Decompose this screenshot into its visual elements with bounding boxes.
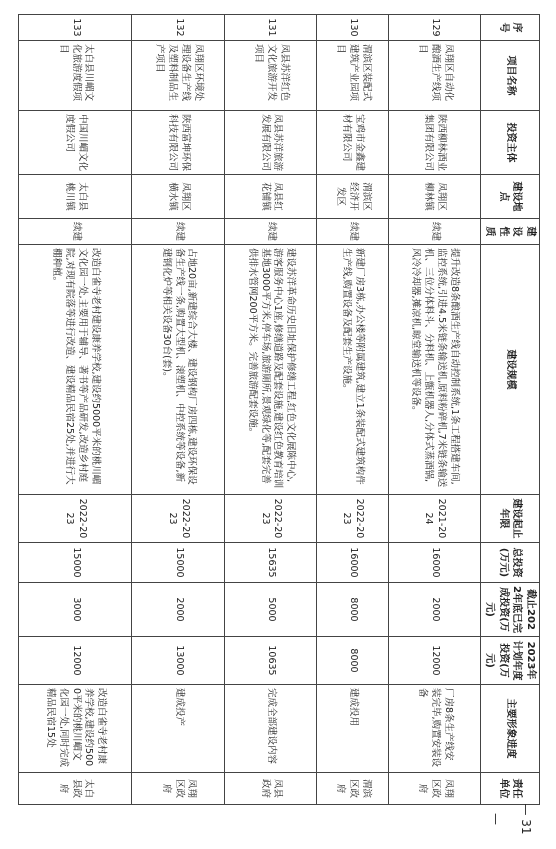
cell-seq: 129	[388, 15, 480, 41]
cell-unit: 凤翔区政府	[388, 773, 480, 805]
cell-completed: 2000	[132, 583, 224, 637]
cell-total: 15000	[19, 543, 132, 583]
cell-plan2023: 8000	[317, 637, 388, 685]
header-completed: 截止2022年底已完成投资(万元)	[481, 583, 540, 637]
cell-plan2023: 12000	[19, 637, 132, 685]
cell-seq: 133	[19, 15, 132, 41]
header-unit: 责任单位	[481, 773, 540, 805]
cell-completed: 5000	[224, 583, 316, 637]
rotated-table-wrapper	[18, 14, 540, 804]
cell-location: 凤翔区横水镇	[132, 175, 224, 219]
cell-total: 15635	[224, 543, 316, 583]
header-period: 建设起止年限	[481, 495, 540, 543]
cell-completed: 3000	[19, 583, 132, 637]
cell-progress: 改造白雀寺老村康养学校,建设约5000平米的桃川嵋文化园一处,同时完成精品民宿15处	[19, 685, 132, 773]
cell-completed: 2000	[388, 583, 480, 637]
header-investor: 投资主体	[481, 111, 540, 175]
cell-scale: 新建厂房3栋,办公楼等附属建筑,建立1条装配式建筑构件生产线,购置设备及配套生产设施。	[317, 245, 388, 495]
table-row	[224, 15, 316, 805]
cell-location: 渭滨区经济开发区	[317, 175, 388, 219]
header-progress: 主要形象进度	[481, 685, 540, 773]
cell-seq: 131	[224, 15, 316, 41]
cell-period: 2022-2023	[317, 495, 388, 543]
cell-unit: 太白县政府	[19, 773, 132, 805]
cell-unit: 凤翔区政府	[132, 773, 224, 805]
cell-period: 2021-2024	[388, 495, 480, 543]
cell-total: 16000	[317, 543, 388, 583]
project-table	[18, 14, 540, 805]
cell-name: 渭滨区装配式建筑产业园项目	[317, 41, 388, 111]
cell-investor: 宝鸡市金鑫建材有限公司	[317, 111, 388, 175]
header-total: 总投资(万元)	[481, 543, 540, 583]
cell-name: 凤翔区自动化酿酒生产线项目	[388, 41, 480, 111]
cell-investor: 中国川嵋文化度假公司	[19, 111, 132, 175]
cell-location: 凤县红花铺镇	[224, 175, 316, 219]
header-location: 建设地点	[481, 175, 540, 219]
header-name: 项目名称	[481, 41, 540, 111]
header-nature: 建设性质	[481, 219, 540, 245]
cell-nature: 续建	[224, 219, 316, 245]
cell-scale: 改造白雀寺老村建设康养学校,建设约5000平米的桃川嵋文化园一处,主要用于辅导、著书等产品研发,改造乡村庭院,对现有院落等进行改造、建设精品民宿25处,并进行大棚种植。	[19, 245, 132, 495]
cell-progress: 建成投用	[317, 685, 388, 773]
cell-name: 太白县川嵋文化旅游度假项目	[19, 41, 132, 111]
cell-location: 太白县桃川镇	[19, 175, 132, 219]
cell-name: 凤翔区环境处理设备生产线及塑料制品生产项目	[132, 41, 224, 111]
cell-seq: 132	[132, 15, 224, 41]
cell-progress: 建成投产	[132, 685, 224, 773]
cell-nature: 续建	[388, 219, 480, 245]
cell-name: 凤县苏洋红色文化旅游开发项目	[224, 41, 316, 111]
cell-nature: 续建	[132, 219, 224, 245]
header-seq: 序号	[481, 15, 540, 41]
table-header-row	[481, 15, 540, 805]
table-row	[388, 15, 480, 805]
cell-seq: 130	[317, 15, 388, 41]
cell-completed: 8000	[317, 583, 388, 637]
cell-total: 15000	[132, 543, 224, 583]
cell-scale: 提升改造8条酿酒生产线自动控制系统,1条工程搭建车间,监控系统,引进4.5米链条输送机,原料粉碎机,7米链条输送机、三位分体料斗、分料机、上甑机器人,分体式蒸酒锅,风冷冷却器,摊凉机,晾堂输送机等设备。	[388, 245, 480, 495]
cell-location: 凤翔区柳林镇	[388, 175, 480, 219]
cell-scale: 建设苏洋革命历史旧址保护修缮工程,红色文化展陈中心,游客服务中心1座,修缮道路及配套设施,建设红色教育培训基地3000平方米,停车场,旅游厕所,景观绿化等,配套完善供排水管网200平方米。完善旅游配套设施。	[224, 245, 316, 495]
header-scale: 建设规模	[481, 245, 540, 495]
cell-investor: 陕西柳林酒业集团有限公司	[388, 111, 480, 175]
cell-progress: 完成全部建设内容	[224, 685, 316, 773]
cell-plan2023: 13000	[132, 637, 224, 685]
cell-unit: 渭滨区政府	[317, 773, 388, 805]
cell-progress: 厂房8条生产线安装完毕,购置安装设备	[388, 685, 480, 773]
cell-plan2023: 10635	[224, 637, 316, 685]
cell-nature: 续建	[317, 219, 388, 245]
cell-unit: 凤县政府	[224, 773, 316, 805]
cell-scale: 占地20亩,新建综合大楼、建设钢构厂房四栋,建设环保设备生产线一条,购置大型机、滚塑机、中控系统等设备,新建钢化炉等相关设备30台(套)。	[132, 245, 224, 495]
cell-investor: 陕西富坤环保科技有限公司	[132, 111, 224, 175]
table-row	[132, 15, 224, 805]
cell-plan2023: 12000	[388, 637, 480, 685]
table-row	[19, 15, 132, 805]
cell-period: 2022-2023	[224, 495, 316, 543]
cell-period: 2022-2023	[19, 495, 132, 543]
cell-period: 2022-2023	[132, 495, 224, 543]
page-number: — 31 —	[489, 803, 533, 835]
header-plan2023: 2023年计划年度投资(万元)	[481, 637, 540, 685]
cell-total: 16000	[388, 543, 480, 583]
table-row	[317, 15, 388, 805]
cell-nature: 续建	[19, 219, 132, 245]
document-page	[18, 14, 540, 804]
cell-investor: 凤县苏洋旅游发展有限公司	[224, 111, 316, 175]
